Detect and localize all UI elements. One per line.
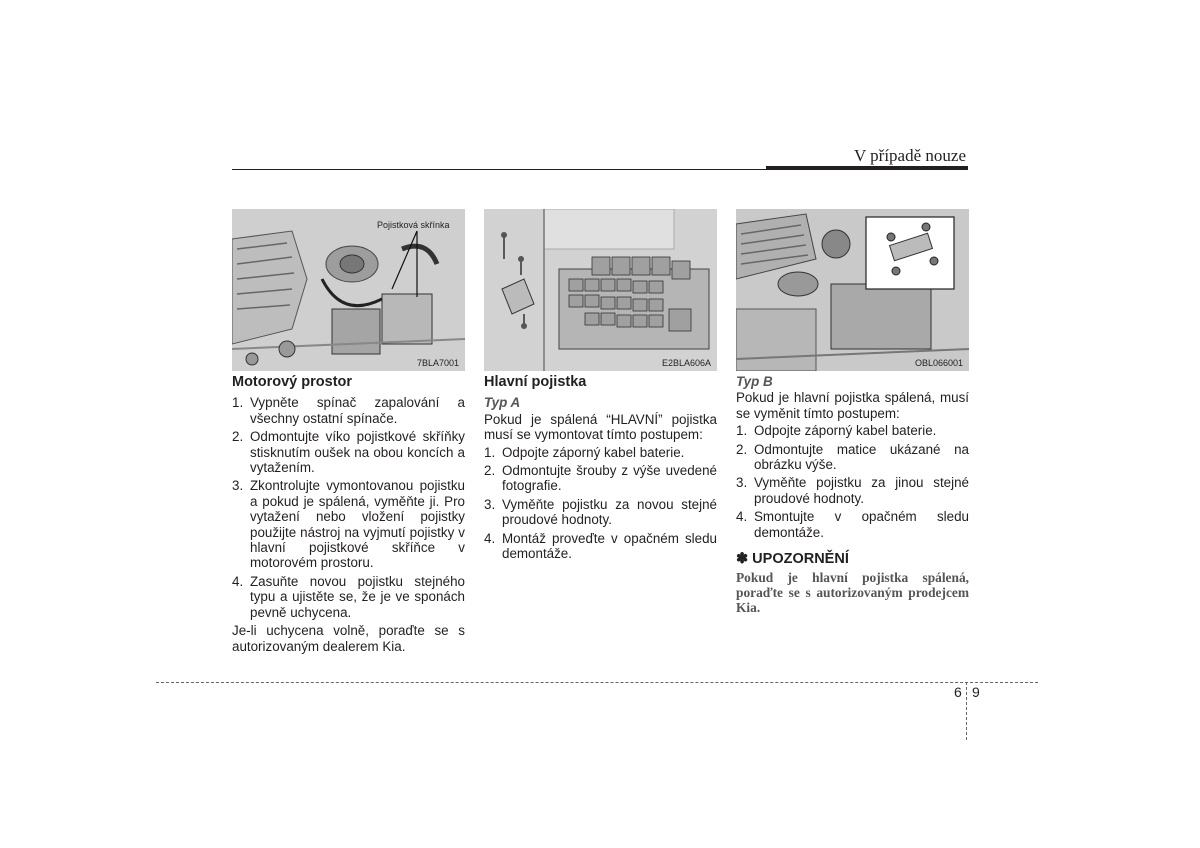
warning-text: Pokud je hlavní pojistka spálená, poraďte se s autorizovaným prodejcem Kia. xyxy=(736,570,969,616)
section-title: Motorový prostor xyxy=(232,374,353,390)
step-number: 1. xyxy=(232,395,244,411)
figure-code: OBL066001 xyxy=(914,358,963,368)
subsection-title: Typ A xyxy=(484,395,521,411)
step-number: 4. xyxy=(232,573,244,589)
subsection-title: Typ B xyxy=(736,374,773,389)
page-number: 9 xyxy=(972,684,980,700)
column-main-fuse xyxy=(484,374,717,564)
list-item xyxy=(484,497,717,528)
list-item xyxy=(484,463,717,494)
step-number: 2. xyxy=(484,463,496,479)
header-bar xyxy=(766,166,968,170)
step-text: Vypněte spínač zapalování a všechny ostatní spínače. xyxy=(250,395,465,426)
list-item xyxy=(736,423,969,438)
list-item xyxy=(736,509,969,540)
step-number: 4. xyxy=(736,509,748,525)
column-engine-compartment xyxy=(232,374,465,656)
step-text: Odmontujte šrouby z výše uvedené fotografie. xyxy=(502,463,717,494)
figure-code: 7BLA7001 xyxy=(416,358,459,368)
list-item xyxy=(484,445,717,460)
step-text: Odpojte záporný kabel baterie. xyxy=(502,444,685,460)
list-item xyxy=(232,429,465,475)
list-item xyxy=(232,395,465,426)
step-text: Montáž proveďte v opačném sledu demontáže. xyxy=(502,530,717,562)
steps-list xyxy=(484,445,717,562)
list-item xyxy=(736,442,969,473)
note-text: Je-li uchycena volně, poraďte se s autorizovaným dealerem Kia. xyxy=(232,623,465,654)
figure-fuse-type-b xyxy=(736,209,969,371)
step-number: 3. xyxy=(232,478,244,494)
list-item xyxy=(736,475,969,506)
figure-code: E2BLA606A xyxy=(661,358,711,368)
chapter-number: 6 xyxy=(954,684,962,700)
step-text: Vyměňte pojistku za novou stejné proudové hodnoty. xyxy=(502,496,717,528)
page-header-title: V případě nouze xyxy=(853,146,966,165)
engine-illustration xyxy=(232,209,465,371)
step-text: Vyměňte pojistku za jinou stejné proudové hodnoty. xyxy=(754,475,969,506)
step-text: Odmontujte matice ukázané na obrázku výše. xyxy=(754,441,969,473)
main-fuse-illustration xyxy=(736,209,969,371)
step-number: 3. xyxy=(736,475,748,491)
step-number: 3. xyxy=(484,496,496,512)
step-number: 4. xyxy=(484,530,496,546)
column-type-b xyxy=(736,374,969,615)
footer-divider xyxy=(156,682,1038,683)
step-number: 1. xyxy=(736,423,748,439)
intro-text: Pokud je hlavní pojistka spálená, musí se vyměnit tímto postupem: xyxy=(736,390,969,421)
figure-fuse-box-type-a xyxy=(484,209,717,371)
step-number: 2. xyxy=(736,441,748,457)
step-text: Odpojte záporný kabel baterie. xyxy=(754,423,937,439)
step-text: Zkontrolujte vymontovanou pojistku a pokud je spálená, vyměňte ji. Pro vytažení nebo vložení pojistky použijte nástroj na vyjmutí pojistky v hlavní pojistkové skříňce v motorovém prostoru. xyxy=(250,478,465,571)
section-title: Hlavní pojistka xyxy=(484,374,587,390)
steps-list xyxy=(736,423,969,540)
footer-vertical-divider xyxy=(966,682,967,740)
list-item xyxy=(232,478,465,570)
step-text: Zasuňte novou pojistku stejného typu a ujistěte se, že je ve sponách pevně uchycena. xyxy=(250,573,465,620)
step-number: 1. xyxy=(484,444,496,460)
list-item xyxy=(232,574,465,620)
step-text: Odmontujte víko pojistkové skříňky stisknutím oušek na obou koncích a vytažením. xyxy=(250,429,465,476)
fuse-box-callout: Pojistková skřínka xyxy=(377,220,450,230)
figure-engine-compartment xyxy=(232,209,465,371)
step-number: 2. xyxy=(232,429,244,445)
fuse-box-illustration xyxy=(484,209,717,371)
warning-title: ✽ UPOZORNĚNÍ xyxy=(736,551,849,568)
step-text: Smontujte v opačném sledu demontáže. xyxy=(754,509,969,540)
steps-list xyxy=(232,395,465,620)
list-item xyxy=(484,531,717,562)
intro-text: Pokud je spálená “HLAVNÍ” pojistka musí se vymontovat tímto postupem: xyxy=(484,411,717,443)
